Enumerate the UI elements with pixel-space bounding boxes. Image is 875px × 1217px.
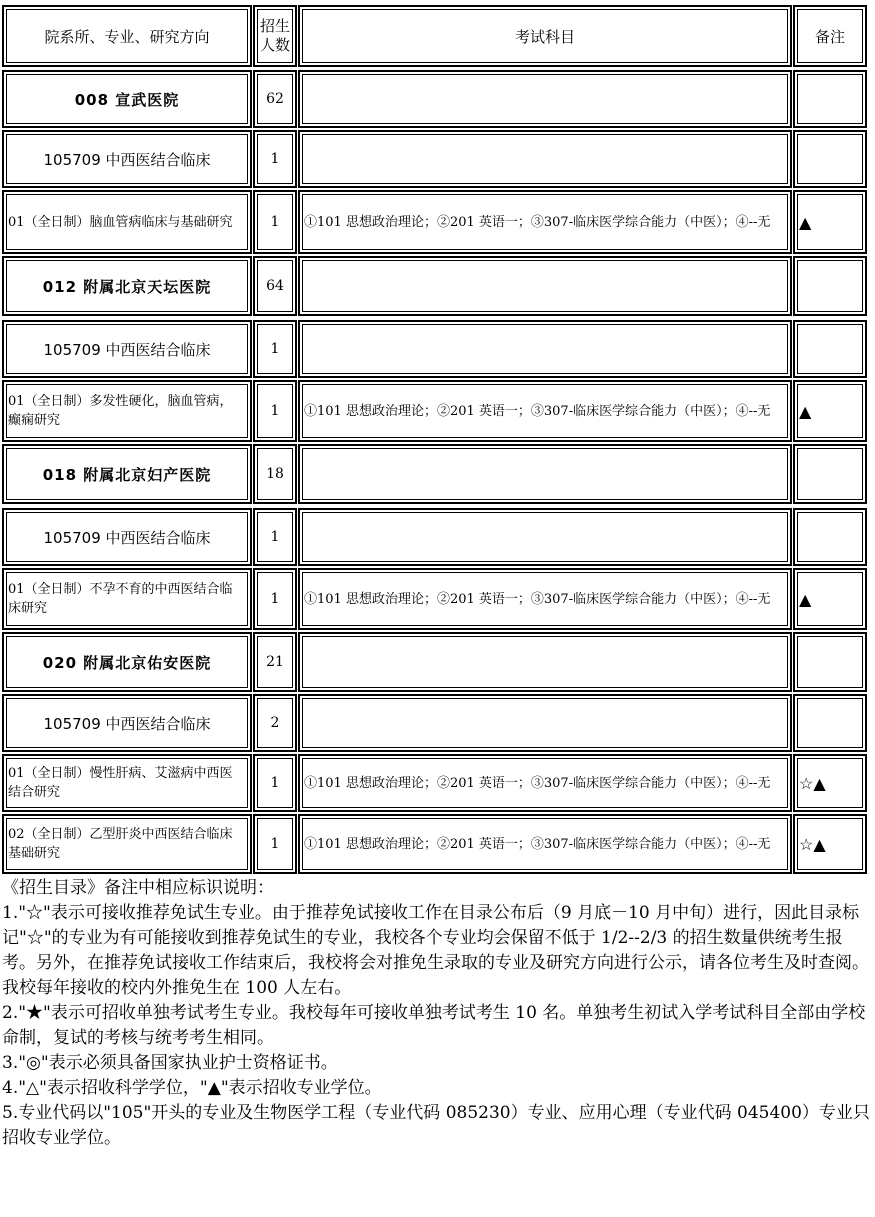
row-name: 018 附属北京妇产医院 (2, 444, 252, 504)
row-name: 01（全日制）慢性肝病、艾滋病中西医结合研究 (2, 754, 252, 812)
header-quota (253, 5, 297, 67)
table-row (0, 256, 875, 316)
table-row (0, 632, 875, 692)
row-quota: 64 (253, 256, 297, 316)
row-remark: ☆▲ (793, 814, 867, 874)
row-name: 105709 中西医结合临床 (2, 130, 252, 188)
row-name: 105709 中西医结合临床 (2, 320, 252, 378)
row-remark: ▲ (793, 190, 867, 254)
table-row (0, 380, 875, 442)
header-exam: 考试科目 (298, 5, 792, 67)
table-row (0, 320, 875, 378)
table-row (0, 444, 875, 504)
legend-item: 5.专业代码以"105"开头的专业及生物医学工程（专业代码 085230）专业、应用心理（专业代码 045400）专业只招收专业学位。 (2, 1103, 870, 1148)
row-quota: 21 (253, 632, 297, 692)
row-name: 01（全日制）多发性硬化，脑血管病，癫痫研究 (2, 380, 252, 442)
row-exam (298, 256, 792, 316)
row-remark (793, 444, 867, 504)
legend-item: 3."◎"表示必须具备国家执业护士资格证书。 (2, 1053, 338, 1073)
row-name: 02（全日制）乙型肝炎中西医结合临床基础研究 (2, 814, 252, 874)
row-quota: 1 (253, 380, 297, 442)
row-exam (298, 70, 792, 128)
row-remark: ☆▲ (793, 754, 867, 812)
row-exam: ①101 思想政治理论；②201 英语一；③307-临床医学综合能力（中医）；④--无 (298, 190, 792, 254)
row-quota: 1 (253, 508, 297, 566)
row-name: 01（全日制）脑血管病临床与基础研究 (2, 190, 252, 254)
row-name: 01（全日制）不孕不育的中西医结合临床研究 (2, 568, 252, 630)
row-exam (298, 320, 792, 378)
row-quota: 1 (253, 814, 297, 874)
row-quota: 2 (253, 694, 297, 752)
row-quota: 62 (253, 70, 297, 128)
row-remark: ▲ (793, 380, 867, 442)
table-row (0, 508, 875, 566)
row-quota: 1 (253, 130, 297, 188)
table-row (0, 568, 875, 630)
row-exam: ①101 思想政治理论；②201 英语一；③307-临床医学综合能力（中医）；④--无 (298, 814, 792, 874)
row-remark (793, 508, 867, 566)
legend-item: 4."△"表示招收科学学位，"▲"表示招收专业学位。 (2, 1078, 382, 1098)
row-quota: 1 (253, 754, 297, 812)
row-exam: ①101 思想政治理论；②201 英语一；③307-临床医学综合能力（中医）；④--无 (298, 380, 792, 442)
row-name: 020 附属北京佑安医院 (2, 632, 252, 692)
row-name: 105709 中西医结合临床 (2, 694, 252, 752)
row-remark (793, 70, 867, 128)
row-quota: 18 (253, 444, 297, 504)
table-row (0, 694, 875, 752)
table-row (0, 130, 875, 188)
header-remark: 备注 (793, 5, 867, 67)
legend-item: 1."☆"表示可接收推荐免试生专业。由于推荐免试接收工作在目录公布后（9 月底－10 月中旬）进行，因此目录标记"☆"的专业为有可能接收到推荐免试生的专业，我校各个专业均会保留不低于 1/2--2/3 的招生数量供统考生报考。另外，在推荐免试接收工作结束后，我校将会对推免生录取的专业及研究方向进行公示，请各位考生及时查阅。我校每年接收的校内外推免生在 100 人左右。 (2, 903, 869, 998)
header-dept: 院系所、专业、研究方向 (2, 5, 252, 67)
legend-item: 2."★"表示可招收单独考试考生专业。我校每年可接收单独考试考生 10 名。单独考生初试入学考试科目全部由学校命制，复试的考核与统考考生相同。 (2, 1003, 866, 1048)
row-remark (793, 632, 867, 692)
table-row (0, 190, 875, 254)
row-remark (793, 256, 867, 316)
row-remark (793, 130, 867, 188)
row-exam (298, 508, 792, 566)
row-exam (298, 444, 792, 504)
row-exam: ①101 思想政治理论；②201 英语一；③307-临床医学综合能力（中医）；④--无 (298, 568, 792, 630)
legend-title: 《招生目录》备注中相应标识说明： (2, 878, 274, 898)
row-exam (298, 694, 792, 752)
row-remark: ▲ (793, 568, 867, 630)
row-exam (298, 632, 792, 692)
table-row (0, 754, 875, 812)
row-name: 008 宣武医院 (2, 70, 252, 128)
row-remark (793, 320, 867, 378)
table-header (0, 5, 875, 67)
header-quota-label: 招生人数 (259, 17, 290, 54)
row-name: 105709 中西医结合临床 (2, 508, 252, 566)
table-row (0, 70, 875, 128)
row-exam: ①101 思想政治理论；②201 英语一；③307-临床医学综合能力（中医）；④--无 (298, 754, 792, 812)
row-quota: 1 (253, 320, 297, 378)
row-exam (298, 130, 792, 188)
row-quota: 1 (253, 190, 297, 254)
row-quota: 1 (253, 568, 297, 630)
table-row (0, 814, 875, 874)
remarks-legend (2, 876, 873, 1151)
row-name: 012 附属北京天坛医院 (2, 256, 252, 316)
row-remark (793, 694, 867, 752)
